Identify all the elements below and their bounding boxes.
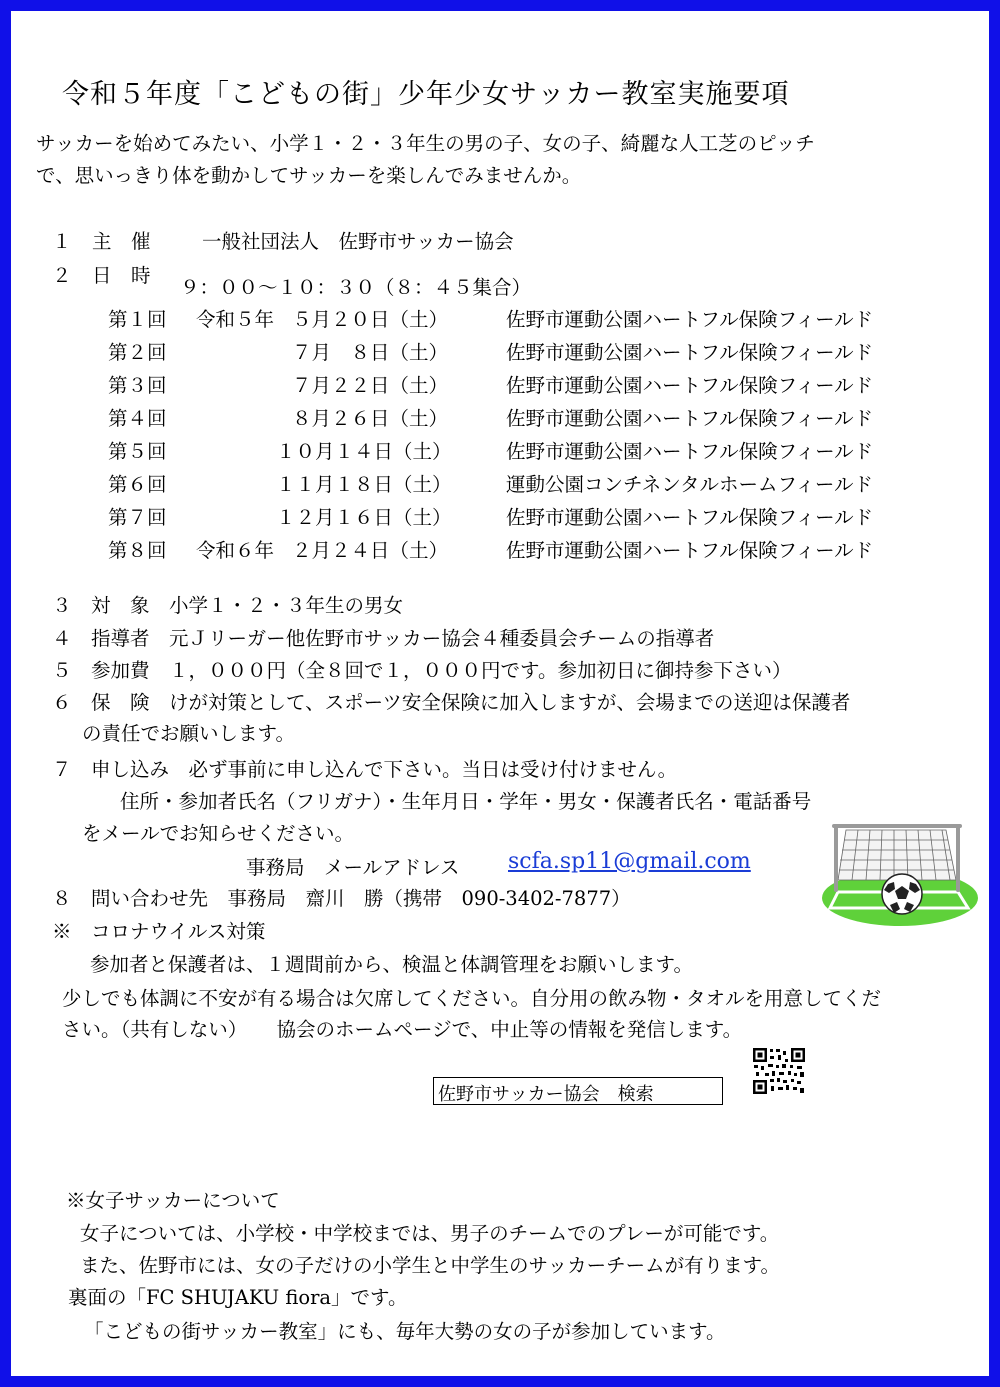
girls-line-3: 裏面の「FC SHUJAKU fiora」です。 [68, 1286, 408, 1309]
session-label: 第８回 [108, 539, 167, 562]
soccer-goal-illustration [818, 820, 978, 930]
apply-line-3: をメールでお知らせください。 [82, 822, 355, 845]
intro-line-2: で、思いっきり体を動かしてサッカーを楽しんでみませんか。 [36, 164, 582, 187]
girls-title: ※女子サッカーについて [66, 1189, 280, 1212]
corona-title: ※ コロナウイルス対策 [52, 920, 266, 943]
session-venue: 佐野市運動公園ハートフル保険フィールド [506, 440, 874, 463]
schedule-row [108, 304, 968, 337]
corona-line-1: 参加者と保護者は、１週間前から、検温と体調管理をお願いします。 [90, 953, 693, 976]
insurance-line-1: ６ 保 険 けが対策として、スポーツ安全保険に加入しますが、会場までの送迎は保護者 [52, 691, 851, 714]
schedule-row [108, 370, 968, 403]
target-line: ３ 対 象 小学１・２・３年生の男女 [52, 594, 404, 617]
session-label: 第３回 [108, 374, 167, 397]
intro-line-1: サッカーを始めてみたい、小学１・２・３年生の男の子、女の子、綺麗な人工芝のピッチ [36, 132, 815, 155]
girls-line-4: 「こどもの街サッカー教室」にも、毎年大勢の女の子が参加しています。 [84, 1320, 726, 1343]
apply-line-2: 住所・参加者氏名（フリガナ）・生年月日・学年・男女・保護者氏名・電話番号 [120, 790, 812, 813]
qr-code-icon[interactable] [752, 1047, 806, 1095]
corona-line-2: 少しでも体調に不安が有る場合は欠席してください。自分用の飲み物・タオルを用意してくだ [62, 987, 882, 1010]
session-label: 第４回 [108, 407, 167, 430]
session-date: ７月 ８日（土） [291, 341, 448, 364]
session-date: ７月２２日（土） [291, 374, 448, 397]
schedule-row [108, 502, 968, 535]
schedule-row [108, 403, 968, 436]
search-keyword-box: 佐野市サッカー協会 検索 [433, 1077, 723, 1105]
session-venue: 佐野市運動公園ハートフル保険フィールド [506, 374, 874, 397]
contact-line: ８ 問い合わせ先 事務局 齋川 勝（携帯 090-3402-7877） [52, 887, 631, 910]
girls-line-1: 女子については、小学校・中学校までは、男子のチームでのプレーが可能です。 [80, 1222, 780, 1245]
organizer-label: 主 催 [92, 230, 151, 253]
organizer-number: １ [52, 230, 72, 253]
schedule-row [108, 535, 968, 568]
corona-line-3: さい。（共有しない） 協会のホームページで、中止等の情報を発信します。 [62, 1018, 743, 1041]
datetime-time: ９：００～１０：３０（８：４５集合） [180, 276, 532, 299]
insurance-line-2: の責任でお願いします。 [82, 722, 295, 745]
session-venue: 佐野市運動公園ハートフル保険フィールド [506, 407, 874, 430]
datetime-number: ２ [52, 264, 72, 287]
schedule-row [108, 436, 968, 469]
session-date: １１月１８日（土） [276, 473, 452, 496]
schedule-row [108, 337, 968, 370]
fee-line: ５ 参加費 １，０００円（全８回で１，０００円です。参加初日に御持参下さい） [52, 659, 792, 682]
session-date: １０月１４日（土） [276, 440, 452, 463]
coach-line: ４ 指導者 元Ｊリーガー他佐野市サッカー協会４種委員会チームの指導者 [52, 627, 715, 650]
mail-label: 事務局 メールアドレス [246, 856, 460, 879]
session-date: ８月２６日（土） [291, 407, 448, 430]
session-date: ２月２４日（土） [291, 539, 448, 562]
session-venue: 佐野市運動公園ハートフル保険フィールド [506, 506, 874, 529]
girls-line-2: また、佐野市には、女の子だけの小学生と中学生のサッカーチームが有ります。 [80, 1254, 781, 1277]
schedule-list [108, 304, 968, 568]
session-venue: 佐野市運動公園ハートフル保険フィールド [506, 308, 874, 331]
session-label: 第２回 [108, 341, 167, 364]
datetime-label: 日 時 [92, 264, 151, 287]
session-label: 第１回 [108, 308, 167, 331]
session-date: １２月１６日（土） [276, 506, 452, 529]
mail-link[interactable]: scfa.sp11@gmail.com [508, 849, 751, 874]
page-title: 令和５年度「こどもの街」少年少女サッカー教室実施要項 [62, 79, 790, 110]
session-venue: 佐野市運動公園ハートフル保険フィールド [506, 539, 874, 562]
session-label: 第６回 [108, 473, 167, 496]
session-label: 第５回 [108, 440, 167, 463]
session-venue: 運動公園コンチネンタルホームフィールド [506, 473, 873, 496]
session-date: ５月２０日（土） [291, 308, 448, 331]
session-label: 第７回 [108, 506, 167, 529]
organizer-value: 一般社団法人 佐野市サッカー協会 [202, 230, 514, 253]
session-venue: 佐野市運動公園ハートフル保険フィールド [506, 341, 874, 364]
era-label: 令和５年 [196, 308, 275, 331]
apply-line-1: ７ 申し込み 必ず事前に申し込んで下さい。当日は受け付けません。 [52, 758, 678, 781]
era-label: 令和６年 [196, 539, 275, 562]
schedule-row [108, 469, 968, 502]
